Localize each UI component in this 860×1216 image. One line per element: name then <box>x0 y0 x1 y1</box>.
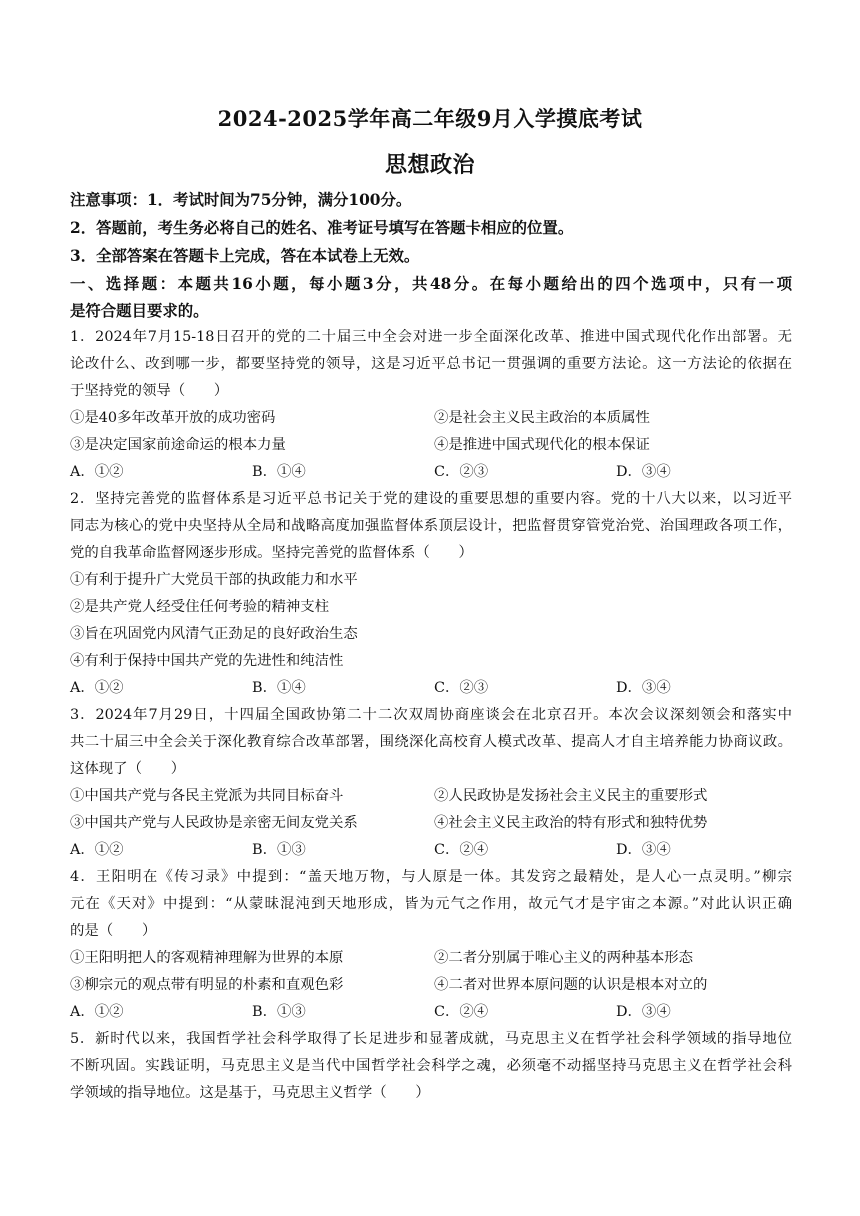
question-4-item: ③柳宗元的观点带有明显的朴素和直观色彩 <box>70 977 344 993</box>
exam-title: 2024-2025学年高二年级9月入学摸底考试 <box>217 106 643 131</box>
question-4-stem: 元在《天对》中提到：“从蒙昧混沌到天地形成，皆为元气之作用，故元气才是宇宙之本源。”对此认识正确 <box>70 896 792 912</box>
section-heading: 是符合题目要求的。 <box>70 302 209 320</box>
question-4-item: ①王阳明把人的客观精神理解为世界的本原 <box>70 950 344 966</box>
question-1-choice-d: D．③④ <box>616 464 671 480</box>
question-2-stem: 同志为核心的党中央坚持从全局和战略高度加强监督体系顶层设计，把监督贯穿管党治党、治国理政各项工作， <box>70 518 792 534</box>
question-1-choice-c: C．②③ <box>434 464 489 480</box>
note-line: 3．全部答案在答题卡上完成，答在本试卷上无效。 <box>70 247 420 265</box>
question-1-stem: 论改什么、改到哪一步，都要坚持党的领导，这是习近平总书记一贯强调的重要方法论。这一方法论的依据在 <box>70 356 792 372</box>
question-1-stem: 于坚持党的领导（ ） <box>70 383 229 399</box>
question-2-item: ③旨在巩固党内风清气正劲足的良好政治生态 <box>70 626 358 642</box>
subject-title: 思想政治 <box>384 152 475 178</box>
question-3-stem: 3．2024年7月29日，十四届全国政协第二十二次双周协商座谈会在北京召开。本次会议深刻领会和落实中 <box>70 707 792 723</box>
question-3-item: ②人民政协是发扬社会主义民主的重要形式 <box>434 788 708 804</box>
question-3-stem: 共二十届三中全会关于深化教育综合改革部署，围绕深化高校育人模式改革、提高人才自主培养能力协商议政。 <box>70 734 792 750</box>
question-3-choice-c: C．②④ <box>434 842 489 858</box>
note-line: 2．答题前，考生务必将自己的姓名、准考证号填写在答题卡相应的位置。 <box>70 219 574 237</box>
question-2-item: ①有利于提升广大党员干部的执政能力和水平 <box>70 572 358 588</box>
question-3-item: ①中国共产党与各民主党派为共同目标奋斗 <box>70 788 344 804</box>
question-3-choice-d: D．③④ <box>616 842 671 858</box>
question-1-choice-b: B．①④ <box>252 464 306 480</box>
question-5-stem: 不断巩固。实践证明，马克思主义是当代中国哲学社会科学之魂，必须毫不动摇坚持马克思主义在哲学社会科 <box>70 1058 792 1074</box>
question-4-stem: 4．王阳明在《传习录》中提到：“盖天地万物，与人原是一体。其发窍之最精处，是人心一点灵明。”柳宗 <box>70 869 792 885</box>
question-4-item: ②二者分别属于唯心主义的两种基本形态 <box>434 950 694 966</box>
question-2-item: ④有利于保持中国共产党的先进性和纯洁性 <box>70 653 344 669</box>
question-2-choice-d: D．③④ <box>616 680 671 696</box>
question-1-item: ②是社会主义民主政治的本质属性 <box>434 410 650 426</box>
question-3-item: ④社会主义民主政治的特有形式和独特优势 <box>434 815 708 831</box>
question-3-item: ③中国共产党与人民政协是亲密无间友党关系 <box>70 815 358 831</box>
question-2-item: ②是共产党人经受住任何考验的精神支柱 <box>70 599 330 615</box>
question-1-choice-a: A．①② <box>70 464 124 480</box>
question-5-stem: 学领域的指导地位。这是基于，马克思主义哲学（ ） <box>70 1085 430 1101</box>
question-3-choice-a: A．①② <box>70 842 124 858</box>
question-4-choice-a: A．①② <box>70 1004 124 1020</box>
question-2-stem: 党的自我革命监督网逐步形成。坚持完善党的监督体系（ ） <box>70 545 473 561</box>
note-line: 注意事项：1．考试时间为75分钟，满分100分。 <box>70 191 412 209</box>
question-4-item: ④二者对世界本原问题的认识是根本对立的 <box>434 977 708 993</box>
question-1-item: ①是40多年改革开放的成功密码 <box>70 410 276 426</box>
question-1-item: ④是推进中国式现代化的根本保证 <box>434 437 650 453</box>
question-4-stem: 的是（ ） <box>70 923 157 939</box>
question-2-choice-c: C．②③ <box>434 680 489 696</box>
section-heading: 一、选择题：本题共16小题，每小题3分，共48分。在每小题给出的四个选项中，只有一项 <box>70 275 792 293</box>
question-2-stem: 2．坚持完善党的监督体系是习近平总书记关于党的建设的重要思想的重要内容。党的十八大以来，以习近平 <box>70 491 792 507</box>
question-2-choice-b: B．①④ <box>252 680 306 696</box>
question-2-choice-a: A．①② <box>70 680 124 696</box>
question-5-stem: 5．新时代以来，我国哲学社会科学取得了长足进步和显著成就，马克思主义在哲学社会科学领域的指导地位 <box>70 1031 792 1047</box>
question-3-choice-b: B．①③ <box>252 842 306 858</box>
question-4-choice-d: D．③④ <box>616 1004 671 1020</box>
question-3-stem: 这体现了（ ） <box>70 761 186 777</box>
question-1-item: ③是决定国家前途命运的根本力量 <box>70 437 286 453</box>
question-4-choice-b: B．①③ <box>252 1004 306 1020</box>
question-1-stem: 1．2024年7月15-18日召开的党的二十届三中全会对进一步全面深化改革、推进中国式现代化作出部署。无 <box>70 329 792 345</box>
question-4-choice-c: C．②④ <box>434 1004 489 1020</box>
